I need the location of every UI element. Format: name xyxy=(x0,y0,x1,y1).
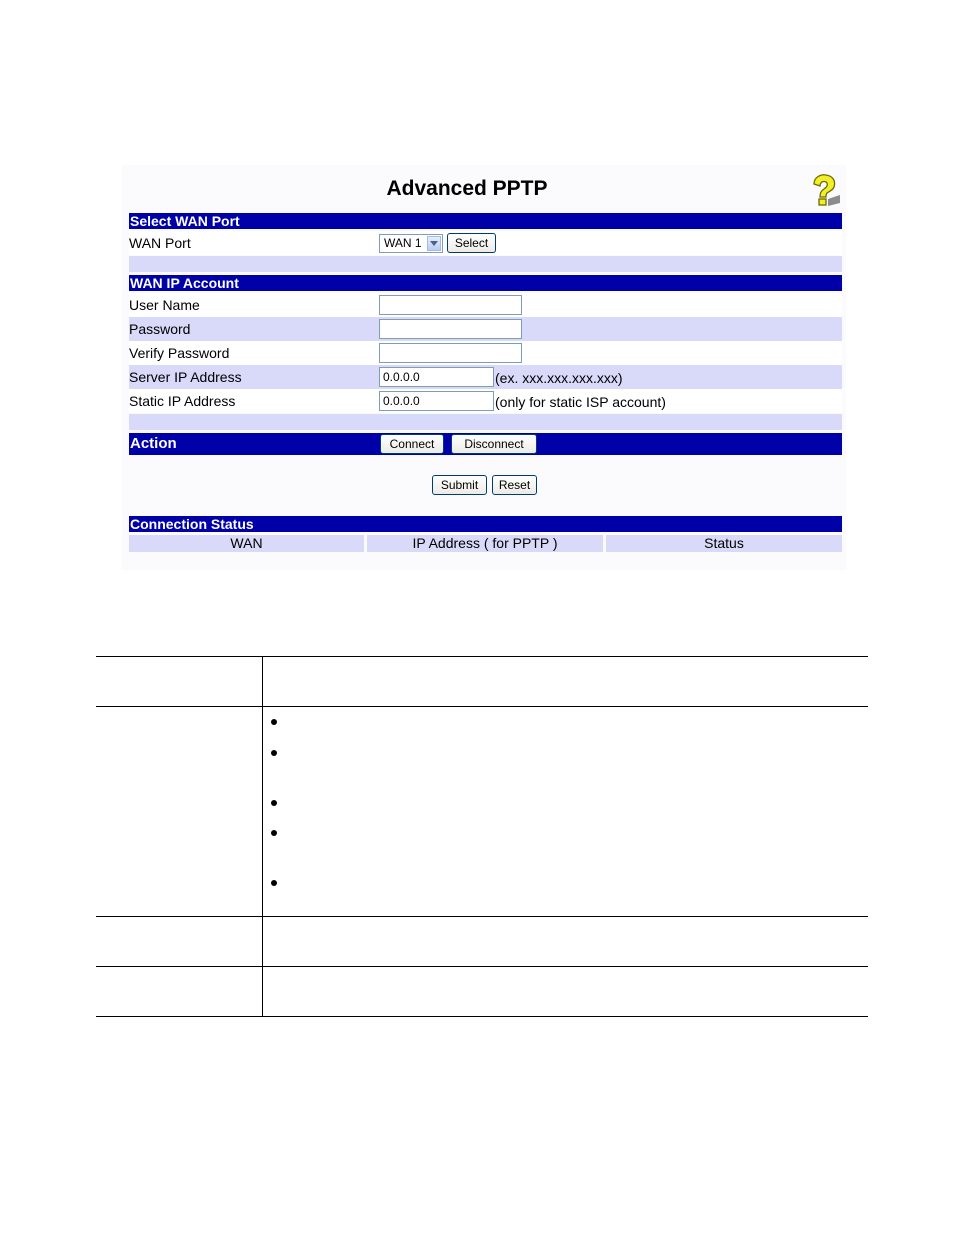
table-divider xyxy=(262,656,263,1017)
reset-button[interactable]: Reset xyxy=(492,475,537,495)
bullet-icon xyxy=(271,880,277,886)
server-ip-input[interactable] xyxy=(379,367,494,387)
static-ip-hint: (only for static ISP account) xyxy=(495,394,666,410)
verify-password-label: Verify Password xyxy=(129,345,230,361)
password-label: Password xyxy=(129,321,191,337)
action-header xyxy=(129,433,842,455)
password-input[interactable] xyxy=(379,319,522,339)
column-header-wan: WAN xyxy=(129,535,364,552)
user-name-label: User Name xyxy=(129,297,200,313)
wan-port-select[interactable] xyxy=(379,234,443,253)
table-rule xyxy=(96,1016,868,1017)
bullet-icon xyxy=(271,800,277,806)
page-title: Advanced PPTP xyxy=(386,177,548,200)
password-row xyxy=(129,317,842,341)
verify-password-row xyxy=(129,341,842,365)
action-header-label: Action xyxy=(130,435,177,452)
column-header-status: Status xyxy=(606,535,842,552)
select-button[interactable]: Select xyxy=(447,233,496,253)
server-ip-row xyxy=(129,365,842,389)
wan-port-label: WAN Port xyxy=(129,235,191,251)
static-ip-input[interactable] xyxy=(379,391,494,411)
submit-button[interactable]: Submit xyxy=(432,475,487,495)
wan-port-select-value: WAN 1 xyxy=(384,236,422,250)
table-rule xyxy=(96,706,868,707)
section-spacer xyxy=(129,256,842,272)
disconnect-button[interactable]: Disconnect xyxy=(451,434,537,454)
select-wan-port-header: Select WAN Port xyxy=(129,213,842,229)
wan-port-row xyxy=(129,231,842,255)
verify-password-input[interactable] xyxy=(379,343,522,363)
server-ip-hint: (ex. xxx.xxx.xxx.xxx) xyxy=(495,370,623,386)
help-question-icon[interactable] xyxy=(806,173,842,209)
bullet-icon xyxy=(271,830,277,836)
connect-button[interactable]: Connect xyxy=(380,434,444,454)
wan-ip-account-header: WAN IP Account xyxy=(129,275,842,291)
table-rule xyxy=(96,656,868,657)
table-rule xyxy=(96,966,868,967)
table-rule xyxy=(96,916,868,917)
user-name-input[interactable] xyxy=(379,295,522,315)
chevron-down-icon[interactable] xyxy=(427,236,441,251)
advanced-pptp-panel xyxy=(122,165,846,570)
connection-status-columns xyxy=(129,535,842,552)
user-name-row xyxy=(129,293,842,317)
server-ip-label: Server IP Address xyxy=(129,369,242,385)
bullet-icon xyxy=(271,719,277,725)
connection-status-header: Connection Status xyxy=(129,516,842,532)
static-ip-label: Static IP Address xyxy=(129,393,236,409)
section-spacer xyxy=(129,414,842,430)
column-header-ip-address: IP Address ( for PPTP ) xyxy=(367,535,603,552)
static-ip-row xyxy=(129,389,842,413)
bullet-icon xyxy=(271,750,277,756)
